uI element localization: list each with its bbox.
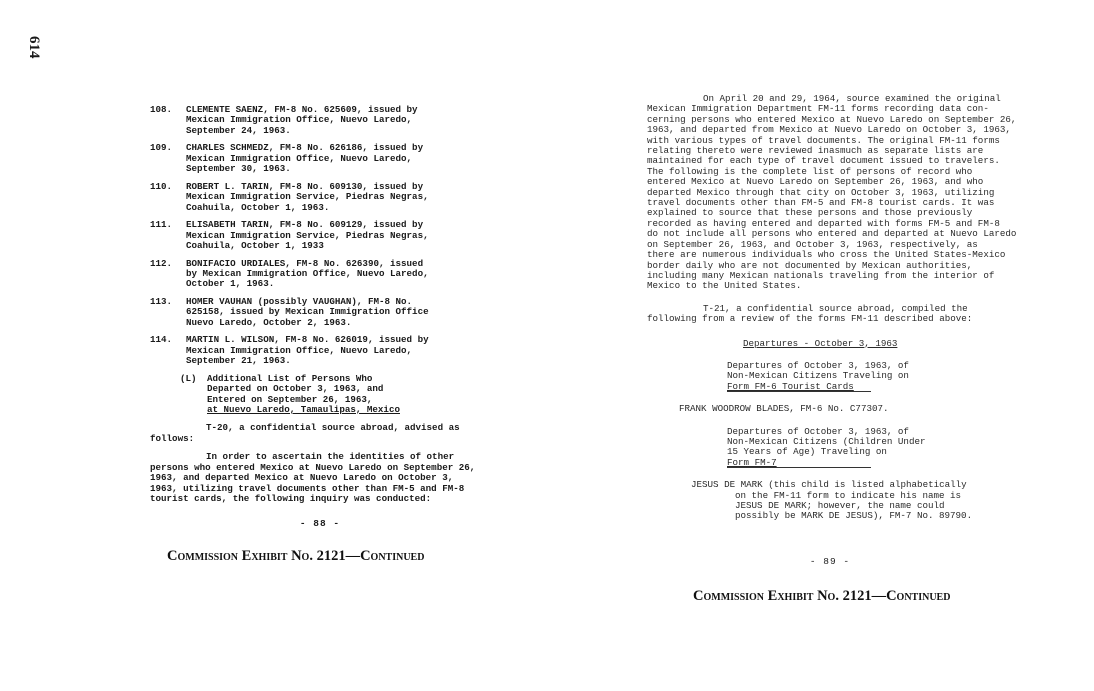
entry-text: ELISABETH TARIN, FM-8 No. 609129, issued by Mexican Immigration Service, Piedras Negras, Coahuila, October 1, 1933 <box>186 219 429 252</box>
entry-text: HOMER VAUHAN (possibly VAUGHAN), FM-8 No. 625158, issued by Mexican Immigration Office Nuevo Laredo, October 2, 1963. <box>186 296 429 328</box>
sub-section-text <box>207 374 400 416</box>
list-entry <box>150 220 495 251</box>
left-paragraph-2: In order to ascertain the identities of other persons who entered Mexico at Nuevo Laredo on September 26, 1963, and departed Mexico at Nuevo Laredo on October 3, 1963, utilizing travel documents other than FM-5 and FM-8 tourist cards, the following inquiry was conducted: <box>150 451 476 504</box>
fm7-section <box>727 427 1027 469</box>
entry-number: 111. <box>150 219 173 231</box>
right-exhibit-caption: Commission Exhibit No. 2121—Continued <box>693 588 951 604</box>
entry-text: ROBERT L. TARIN, FM-8 No. 609130, issued by Mexican Immigration Service, Piedras Negras, Coahuila, October 1, 1963. <box>186 180 429 213</box>
sub-section-title: Additional List of Persons Who Departed on October 3, 1963, and Entered on September 26, 1963, <box>207 372 384 405</box>
right-page-body <box>647 94 1027 522</box>
entry-number: 108. <box>150 104 173 115</box>
left-page-footer: - 88 - <box>299 518 341 529</box>
fm6-traveler: FRANK WOODROW BLADES, FM-6 No. C77307. <box>679 403 889 415</box>
sub-section-location: at Nuevo Laredo, Tamaulipas, Mexico <box>207 404 400 416</box>
fm7-section-form: Form FM-7 <box>727 456 777 468</box>
entry-number: 113. <box>150 296 173 308</box>
list-entry <box>150 335 495 366</box>
right-paragraph-1: On April 20 and 29, 1964, source examined the original Mexican Immigration Department FM-11 forms recording data con- cerning persons who entered Mexico at Nuevo Laredo on September 26, 1963, and departed from Mexico at Nuevo Laredo on October 3, 1963, with various types of travel documents. The original FM-11 forms relating thereto were reviewed inasmuch as separate lists are maintained for each type of travel document issued to travelers. The following is the complete list of persons of record who entered Mexico at Nuevo Laredo on September 26, 1963, and who departed Mexico through that city on October 3, 1963, utilizing travel documents other than FM-5 and FM-8 tourist cards. It was explained to source that these persons and those previously recorded as having entered and departed with forms FM-5 and FM-8 do not include all persons who entered and departed at Nuevo Laredo on September 26, 1963, and October 3, 1963, respectively, as there are numerous individuals who cross the United States-Mexico border daily who are not documented by Mexican authorities, including many Mexican nationals traveling from the interior of Mexico to the United States. <box>647 93 1017 292</box>
fm7-section-title: Departures of October 3, 1963, of Non-Mexican Citizens (Children Under 15 Years of Age) Traveling on <box>727 425 926 458</box>
fm6-section <box>727 361 1027 392</box>
side-page-number: 614 <box>26 36 42 59</box>
entry-text: MARTIN L. WILSON, FM-8 No. 626019, issued by Mexican Immigration Office, Nuevo Laredo, September 21, 1963. <box>186 334 429 367</box>
fm6-section-title: Departures of October 3, 1963, of Non-Mexican Citizens Traveling on <box>727 359 909 382</box>
entry-text: CLEMENTE SAENZ, FM-8 No. 625609, issued by Mexican Immigration Office, Nuevo Laredo, September 24, 1963. <box>186 104 418 136</box>
list-entry <box>150 105 495 136</box>
fm6-section-form: Form FM-6 Tourist Cards <box>727 380 854 392</box>
left-page-body <box>150 105 495 516</box>
left-exhibit-caption: Commission Exhibit No. 2121—Continued <box>167 548 425 564</box>
entry-text: CHARLES SCHMEDZ, FM-8 No. 626186, issued by Mexican Immigration Office, Nuevo Laredo, September 30, 1963. <box>186 142 424 175</box>
fm7-traveler: JESUS DE MARK (this child is listed alphabetically on the FM-11 form to indicate his name is JESUS DE MARK; however, the name could possibly be MARK DE JESUS), FM-7 No. 89790. <box>691 479 973 522</box>
list-entry <box>150 259 495 290</box>
sub-section-label: (L) <box>180 372 197 384</box>
right-paragraph-2: T-21, a confidential source abroad, compiled the following from a review of the forms FM-11 described above: <box>647 302 973 325</box>
entry-text: BONIFACIO URDIALES, FM-8 No. 626390, issued by Mexican Immigration Office, Nuevo Laredo, October 1, 1963. <box>186 257 429 290</box>
entry-number: 114. <box>150 334 173 346</box>
list-entry <box>150 297 495 328</box>
entry-number: 110. <box>150 180 173 192</box>
departures-heading: Departures - October 3, 1963 <box>743 337 898 349</box>
list-entry <box>150 143 495 174</box>
list-entry <box>150 182 495 213</box>
sub-section-heading <box>180 374 495 416</box>
entry-number: 112. <box>150 257 173 269</box>
left-paragraph-1: T-20, a confidential source abroad, advised as follows: <box>150 422 460 444</box>
entry-number: 109. <box>150 142 173 154</box>
right-page-footer: - 89 - <box>809 556 851 567</box>
